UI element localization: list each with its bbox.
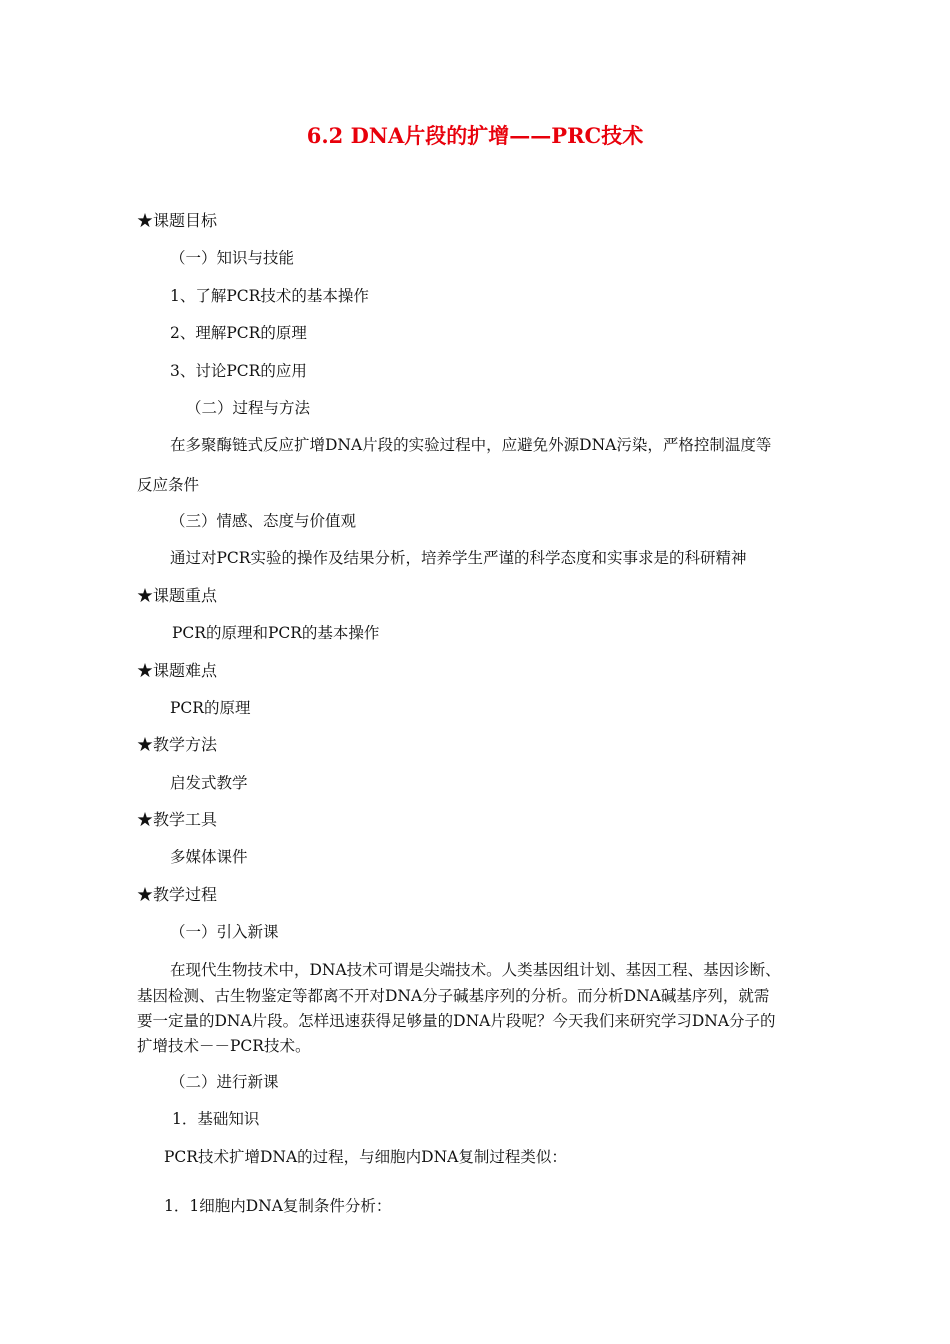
basic-knowledge-text: PCR技术扩增DNA的过程，与细胞内DNA复制过程类似： [164, 1148, 567, 1166]
method-heading: ★教学方法 [137, 735, 218, 754]
new-lesson-heading: （二）进行新课 [170, 1073, 279, 1091]
difficulty-text: PCR的原理 [170, 699, 251, 717]
goal3-text: 通过对PCR实验的操作及结果分析，培养学生严谨的科学态度和实事求是的科研精神 [170, 549, 747, 567]
key-heading: ★课题重点 [137, 586, 218, 605]
goal1-item: 3、讨论PCR的应用 [170, 362, 307, 380]
goal2-text: 在多聚酶链式反应扩增DNA片段的实验过程中，应避免外源DNA污染，严格控制温度等 [170, 436, 772, 454]
method-text: 启发式教学 [170, 774, 248, 792]
document-title: 6.2 DNA片段的扩增——PRC技术 [306, 123, 644, 148]
goal1-item: 2、理解PCR的原理 [170, 324, 307, 342]
basic-knowledge-heading: 1．基础知识 [172, 1110, 260, 1128]
intro-paragraph-line: 基因检测、古生物鉴定等都离不开对DNA分子碱基序列的分析。而分析DNA碱基序列，就需 [137, 987, 770, 1005]
subsection-heading: 1．1细胞内DNA复制条件分析： [164, 1197, 392, 1215]
intro-paragraph-line: 在现代生物技术中，DNA技术可谓是尖端技术。人类基因组计划、基因工程、基因诊断、 [170, 961, 781, 979]
intro-heading: （一）引入新课 [170, 923, 279, 941]
goal1-item: 1、了解PCR技术的基本操作 [170, 287, 369, 305]
intro-paragraph-line: 要一定量的DNA片段。怎样迅速获得足够量的DNA片段呢？今天我们来研究学习DNA分子的 [137, 1012, 776, 1030]
goal2-heading: （二）过程与方法 [186, 399, 311, 417]
goal2-text: 反应条件 [137, 476, 200, 494]
difficulty-heading: ★课题难点 [137, 661, 218, 680]
goal3-heading: （三）情感、态度与价值观 [170, 512, 357, 530]
key-text: PCR的原理和PCR的基本操作 [172, 624, 380, 642]
intro-paragraph-line: 扩增技术－－PCR技术。 [137, 1037, 311, 1055]
process-heading: ★教学过程 [137, 885, 218, 904]
tools-heading: ★教学工具 [137, 810, 218, 829]
tools-text: 多媒体课件 [170, 848, 248, 866]
goals-heading: ★课题目标 [137, 211, 218, 230]
goal1-heading: （一）知识与技能 [170, 249, 295, 267]
